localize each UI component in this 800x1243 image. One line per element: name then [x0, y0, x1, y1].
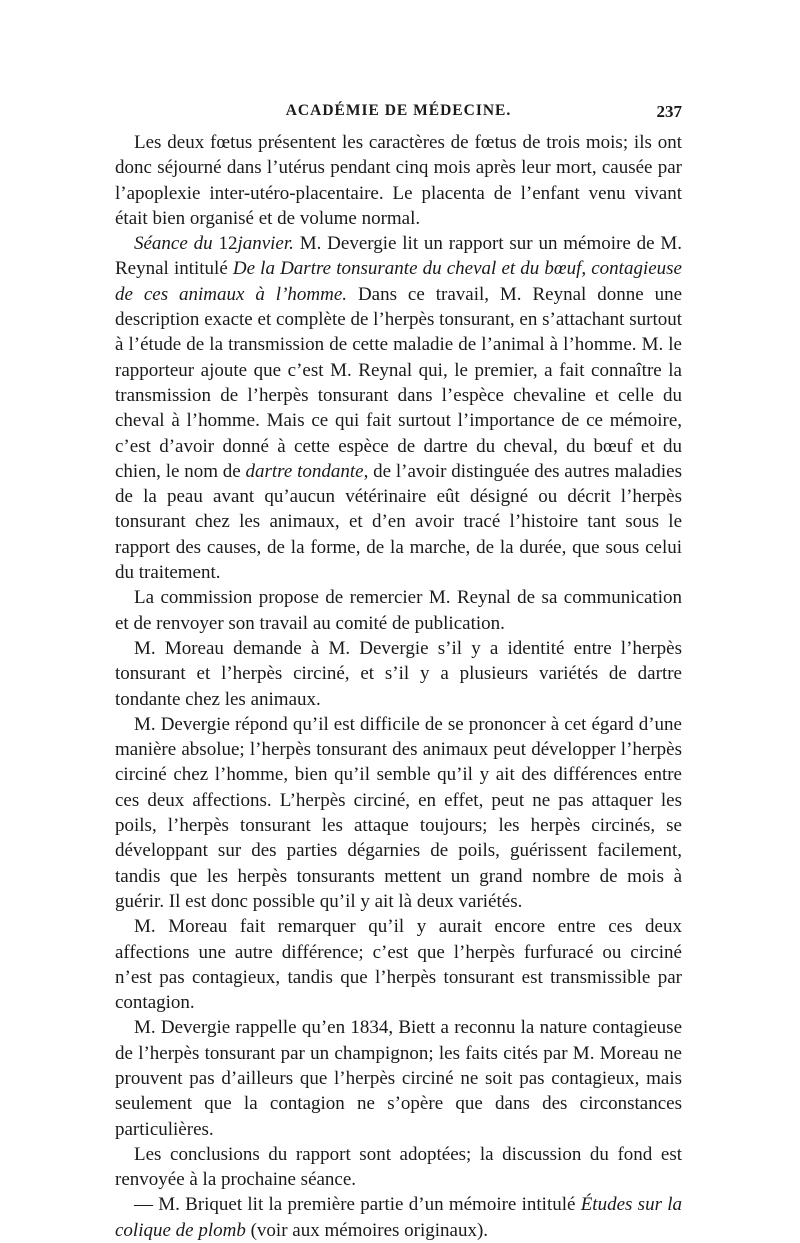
text-run: M. Devergie lit un rapport sur un mémoire de M. Reynal intitulé [115, 233, 682, 280]
paragraph [115, 231, 682, 585]
italic-run: Études sur la colique de plomb [115, 1194, 682, 1241]
text-run: , de l’avoir distinguée des autres maladies de la peau avant qu’aucun vétérinaire eût désigné ou décrit l’herpès tonsurant chez les animaux, et d’en avoir tracé l’histoire tant sous le rapport des causes, de la forme, de la marche, de la durée, que sous celui du traitement. [115, 460, 682, 584]
paragraph [115, 636, 682, 712]
text-run: — M. Briquet lit la première partie d’un mémoire intitulé [134, 1194, 581, 1216]
body-text [115, 130, 682, 1243]
text-run: Les conclusions du rapport sont adoptées; la discussion du fond est renvoyée à la prochaine séance. [115, 1143, 682, 1191]
text-run: M. Devergie rappelle qu’en 1834, Biett a reconnu la nature contagieuse de l’herpès tonsurant par un champignon; les faits cités par M. Moreau ne prouvent pas d’ailleurs que l’herpès circiné ne soit pas contagieux, mais seulement que la contagion ne s’opère que dans des circonstances particulières. [115, 1017, 682, 1140]
italic-run: De la Dartre tonsurante du cheval et du bœuf, contagieuse de ces animaux à l’homme. [115, 258, 682, 305]
italic-run: janvier. [237, 233, 294, 255]
page-number: 237 [656, 102, 682, 121]
paragraph [115, 1192, 682, 1243]
paragraph [115, 130, 682, 231]
paragraph [115, 1142, 682, 1193]
text-run: Les deux fœtus présentent les caractères de fœtus de trois mois; ils ont donc séjourné dans l’utérus pendant cinq mois après leur mort, causée par l’apoplexie inter-utéro-placentaire. Le placenta de l’enfant venu vivant était bien organisé et de volume normal. [115, 132, 682, 229]
paragraph [115, 712, 682, 914]
text-run: M. Devergie répond qu’il est difficile de se prononcer à cet égard d’une manière absolue; l’herpès tonsurant des animaux peut développer l’herpès circiné chez l’homme, bien qu’il semble qu’il y ait des différences entre ces deux affections. L’herpès circiné, en effet, peut ne pas attaquer les poils, l’herpès tonsurant les attaque toujours; les herpès circinés, se développant sur des parties dégarnies de poils, guérissent facilement, tandis que les herpès tonsurants mettent un grand nombre de mois à guérir. Il est donc possible qu’il y ait là deux variétés. [115, 713, 682, 912]
italic-run: Séance du [134, 233, 219, 255]
text-run: M. Moreau fait remarquer qu’il y aurait encore entre ces deux affections une autre différence; c’est que l’herpès furfuracé ou circiné n’est pas contagieux, tandis que l’herpès tonsurant est transmissible par contagion. [115, 916, 682, 1014]
italic-run: dartre tondante [245, 460, 364, 482]
text-run: Dans ce travail, M. Reynal donne une description exacte et complète de l’herpès tonsurant, en s’attachant surtout à l’étude de la transmission de cette maladie de l’animal à l’homme. M. le rapporteur ajoute que c’est M. Reynal qui, le premier, a fait connaître la transmission de l’herpès tonsurant dans l’espèce chevaline et celle du cheval à l’homme. Mais ce qui fait surtout l’importance de ce mémoire, c’est d’avoir donné à cette espèce de dartre du cheval, du bœuf et du chien, le nom de [115, 283, 683, 482]
text-run: M. Moreau demande à M. Devergie s’il y a identité entre l’herpès tonsurant et l’herpès circiné, et s’il y a plusieurs variétés de dartre tondante chez les animaux. [115, 637, 682, 710]
running-head-title: ACADÉMIE DE MÉDECINE. [285, 102, 512, 119]
text-run: (voir aux mémoires originaux). [245, 1219, 489, 1241]
text-run: 12 [218, 233, 238, 255]
text-run: La commission propose de remercier M. Reynal de sa communication et de renvoyer son travail au comité de publication. [115, 587, 682, 634]
paragraph [115, 1015, 682, 1141]
paragraph [115, 585, 682, 636]
running-head [115, 102, 682, 124]
paragraph [115, 914, 682, 1015]
